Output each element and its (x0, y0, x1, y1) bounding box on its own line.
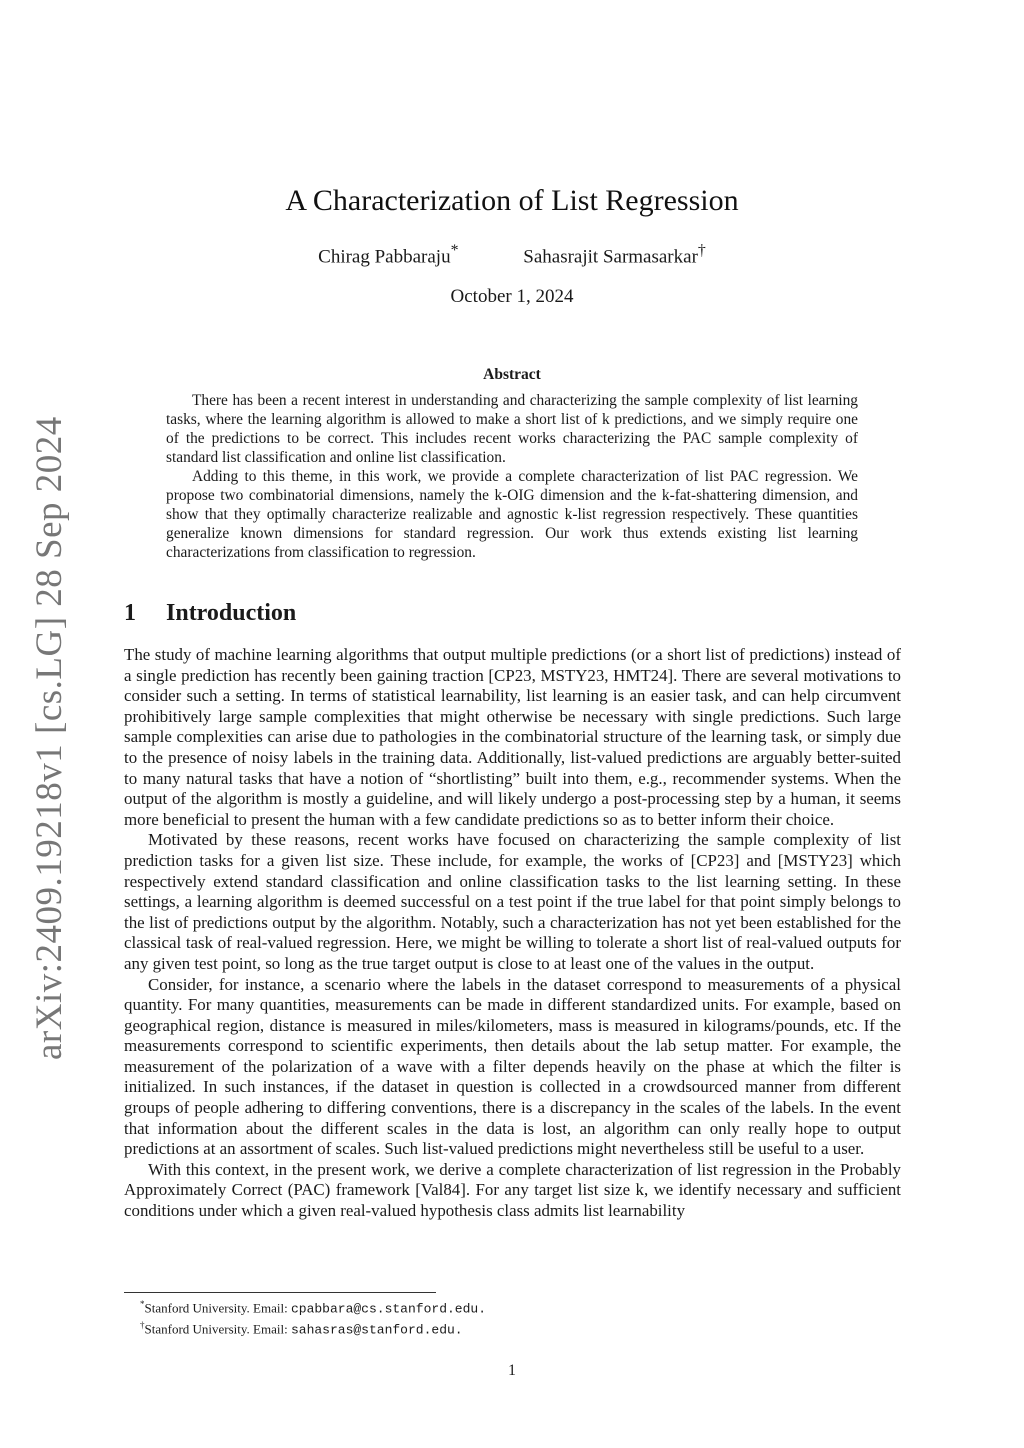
body-paragraph-1: The study of machine learning algorithms that output multiple predictions (or a short list of predictions) instead of a single prediction has recently been gaining traction [CP23, MSTY23, HMT24]. There are several motivations to consider such a setting. In terms of statistical learnability, list learning is an easier task, and can help circumvent prohibitively large sample complexities that might otherwise be necessary with single predictions. Such large sample complexities can arise due to pathologies in the combinatorial structure of the learning task, or simply due to the presence of noisy labels in the training data. Additionally, list-valued predictions are arguably better-suited to many natural tasks that have a notion of “shortlisting” built into them, e.g., recommender systems. When the output of the algorithm is mostly a guideline, and will likely undergo a post-processing step by a human, it seems more beneficial to present the human with a few candidate predictions so as to better inform their choice. (124, 645, 901, 829)
section-title: Introduction (166, 600, 297, 626)
arxiv-identifier-stamp: arXiv:2409.19218v1 [cs.LG] 28 Sep 2024 (29, 416, 70, 1060)
author-2 (523, 242, 706, 268)
abstract-heading: Abstract (483, 366, 541, 383)
footnote-1-email[interactable]: cpabbara@cs.stanford.edu. (290, 1301, 487, 1317)
footnote-2 (124, 1317, 486, 1338)
footnote-2-mark: † (140, 1320, 145, 1331)
footnotes (124, 1296, 486, 1339)
section-heading (124, 600, 296, 627)
author-1-name: Chirag Pabbaraju (318, 246, 451, 268)
footnote-divider (124, 1292, 436, 1293)
introduction-body (124, 645, 901, 1222)
author-1-footnote-mark: * (450, 242, 459, 259)
author-list (0, 242, 1024, 268)
page-number: 1 (508, 1362, 516, 1379)
author-1 (318, 242, 458, 268)
body-paragraph-3: Consider, for instance, a scenario where the labels in the dataset correspond to measurements of a physical quantity. For many quantities, measurements can be made in different standardized units. For example, based on geographical region, distance is measured in miles/kilometers, mass is measured in kilograms/pounds, etc. If the measurements correspond to scientific experiments, then details about the lab setup matter. For example, the measurement of the polarization of a wave with a filter depends heavily on the phase at which the filter is initialized. In such instances, if the dataset in question is collected in a crowdsourced manner from different groups of people adhering to differing conventions, there is a discrepancy in the scales of the labels. In the event that information about the different scales in the data is lost, an algorithm can only really hope to output predictions at an assortment of scales. Such list-valued predictions might nevertheless still be useful to a user. (124, 974, 901, 1159)
abstract-paragraph-2: Adding to this theme, in this work, we provide a complete characterization of list PAC regression. We propose two combinatorial dimensions, namely the k-OIG dimension and the k-fat-shattering dimension, and show that they optimally characterize realizable and agnostic k-list regression respectively. These quantities generalize known dimensions for standard regression. Our work thus extends existing list learning characterizations from classification to regression. (166, 468, 858, 561)
body-paragraph-4: With this context, in the present work, we derive a complete characterization of list regression in the Probably Approximately Correct (PAC) framework [Val84]. For any target list size k, we identify necessary and sufficient conditions under which a given real-valued hypothesis class admits list learnability (124, 1159, 901, 1221)
abstract-paragraph-1: There has been a recent interest in understanding and characterizing the sample complexity of list learning tasks, where the learning algorithm is allowed to make a short list of k predictions, and we simply require one of the predictions to be correct. This includes recent works characterizing the PAC sample complexity of standard list classification and online list classification. (166, 392, 858, 466)
abstract-body (166, 391, 858, 562)
paper-title: A Characterization of List Regression (285, 184, 739, 217)
footnote-2-text: Stanford University. Email: (144, 1321, 291, 1337)
body-paragraph-2: Motivated by these reasons, recent works have focused on characterizing the sample complexity of list prediction tasks for a given list size. These include, for example, the works of [CP23] and [MSTY23] which respectively extend standard classification and online classification tasks to the list learning setting. In these settings, a learning algorithm is deemed successful on a test point if the true label for that point simply belongs to the list of predictions output by the algorithm. Notably, such a characterization has not yet been established for the classical task of real-valued regression. Here, we might be willing to tolerate a short list of real-valued outputs for any given test point, so long as the true target output is close to at least one of the values in the output. (124, 830, 901, 973)
section-number: 1 (124, 600, 136, 626)
author-2-name: Sahasrajit Sarmasarkar (523, 246, 698, 268)
publication-date: October 1, 2024 (450, 286, 574, 307)
footnote-1 (124, 1296, 486, 1317)
footnote-2-email[interactable]: sahasras@stanford.edu. (290, 1322, 463, 1338)
author-2-footnote-mark: † (697, 242, 706, 259)
footnote-1-mark: * (140, 1299, 145, 1309)
footnote-1-text: Stanford University. Email: (144, 1300, 291, 1316)
